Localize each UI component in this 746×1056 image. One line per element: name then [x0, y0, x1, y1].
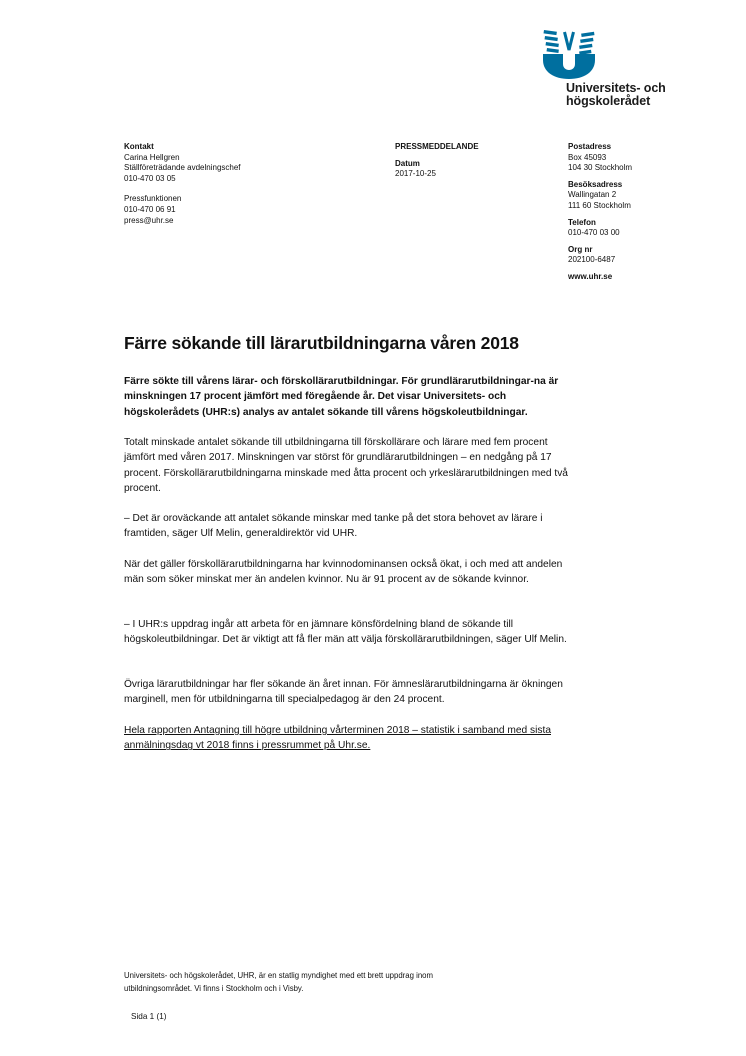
phone-value: 010-470 03 00: [568, 228, 620, 238]
logo-line-2: högskolerådet: [566, 94, 651, 108]
footer-line-1: Universitets- och högskolerådet, UHR, är en statlig myndighet med ett brett uppdrag inom: [124, 971, 433, 980]
footer-line-2: utbildningsområdet. Vi finns i Stockholm och i Visby.: [124, 984, 304, 993]
date-value: 2017-10-25: [395, 169, 436, 179]
contact-name: Carina Hellgren: [124, 152, 180, 162]
footer: [124, 969, 544, 995]
body-paragraph-1: Totalt minskade antalet sökande till utbildningarna till förskollärare och lärare med fem procent jämfört med våren 2017. Minskningen var störst för grundlärarutbildningen – en nedgång på 17 procent. Förskollärarutbildningarna minskade med åtta procent och yrkeslärarutbildningen med två procent.: [124, 437, 568, 495]
uhr-logo-text: [566, 82, 666, 108]
address-block: [568, 142, 718, 283]
contact-heading: Kontakt: [124, 142, 154, 151]
website-link[interactable]: www.uhr.se: [568, 271, 613, 281]
meta-block: [395, 142, 545, 180]
postal-line-2: 104 30 Stockholm: [568, 163, 633, 173]
page-title: Färre sökande till lärarutbildningarna våren 2018: [124, 333, 519, 353]
uhr-logo-icon: [542, 28, 596, 80]
contact-title: Ställföreträdande avdelningschef: [124, 163, 241, 173]
logo-line-1: Universitets- och: [566, 81, 666, 95]
body-paragraph-3: När det gäller förskollärarutbildningarna har kvinnodominansen också ökat, i och med att andelen män som söker minskat mer än andelen kvinnor. Nu är 91 procent av de sökande kvinnor.: [124, 559, 563, 586]
body-paragraph-5: Övriga lärarutbildningar har fler sökande än året innan. För ämneslärarutbildningarna är ökningen marginell, men för utbildningarna till specialpedagog är den 24 procent.: [124, 679, 563, 706]
contact-phone: 010-470 03 05: [124, 173, 176, 183]
page-number: Sida 1 (1): [131, 1012, 167, 1021]
visit-line-2: 111 60 Stockholm: [568, 200, 631, 210]
report-link-period: .: [367, 740, 371, 752]
body-paragraph-2: – Det är oroväckande att antalet sökande minskar med tanke på det stora behovet av lärare i framtiden, säger Ulf Melin, generaldirektör vid UHR.: [124, 513, 543, 540]
press-label: Pressfunktionen: [124, 194, 182, 204]
lead-paragraph: Färre sökte till vårens lärar- och förskollärarutbildningar. För grundlärarutbildningar-na är minskningen 17 procent jämfört med föregående år. Det visar Universitets- och högskolerådets (UHR:s) analys av antalet sökande till vårens högskoleutbildningar.: [124, 376, 559, 418]
document-type: PRESSMEDDELANDE: [395, 142, 479, 151]
contact-block: [124, 142, 324, 226]
body-paragraph-4: – I UHR:s uppdrag ingår att arbeta för en jämnare könsfördelning bland de sökande till högskoleutbildningar. Det är viktigt att få fler män att välja förskollärarutbildningen, säger Ulf Melin.: [124, 619, 567, 646]
phone-label: Telefon: [568, 217, 596, 227]
press-phone: 010-470 06 91: [124, 204, 176, 214]
postal-label: Postadress: [568, 142, 612, 151]
press-email[interactable]: press@uhr.se: [124, 215, 174, 225]
report-link-paragraph: [124, 723, 570, 754]
report-link[interactable]: Hela rapporten Antagning till högre utbildning vårterminen 2018 – statistik i samband med sista anmälningsdag vt 2018 finns i pressrummet på Uhr.se: [124, 725, 551, 752]
org-label: Org nr: [568, 244, 593, 254]
org-value: 202100-6487: [568, 255, 616, 265]
postal-line-1: Box 45093: [568, 152, 607, 162]
uhr-logo: [542, 28, 692, 113]
date-label: Datum: [395, 158, 420, 168]
visit-label: Besöksadress: [568, 179, 623, 189]
visit-line-1: Wallingatan 2: [568, 190, 617, 200]
